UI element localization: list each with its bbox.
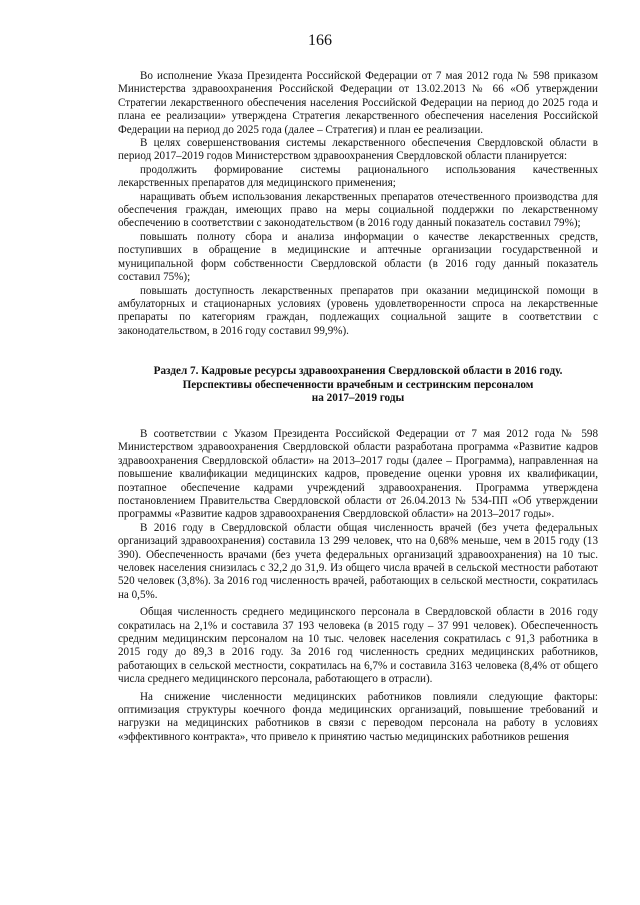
document-body: [118, 70, 598, 744]
section-heading: [118, 365, 598, 406]
list-item: наращивать объем использования лекарственных препаратов отечественного производства для обеспечения граждан, имеющих право на меры социальной поддержки по лекарственному обеспечению в соответствии с законодательством (в 2016 году данный показатель составил 79%);: [118, 190, 598, 230]
list-item: повышать полноту сбора и анализа информации о качестве лекарственных средств, поступивших в обращение в медицинские и аптечные организации государственной и муниципальной форм собственности Свердловской области (в 2016 году данный показатель составил 75%);: [118, 230, 598, 284]
paragraph: В соответствии с Указом Президента Российской Федерации от 7 мая 2012 года № 598 Министерством здравоохранения Свердловской области разработана программа «Развитие кадров здравоохранения Свердловской области» на 2013–2017 годы (далее – Программа), направленная на повышение квалификации медицинских кадров, проведение оценки уровня их квалификации, поэтапное обеспечение кадрами учреждений здравоохранения. Программа утверждена постановлением Правительства Свердловской области от 26.04.2013 № 534-ПП «Об утверждении программы «Развитие кадров здравоохранения Свердловской области» на 2013–2017 годы».: [118, 427, 598, 521]
section-heading-line: Перспективы обеспеченности врачебным и сестринским персоналом: [182, 378, 534, 391]
section-heading-line: на 2017–2019 годы: [311, 392, 405, 405]
paragraph: Общая численность среднего медицинского персонала в Свердловской области в 2016 году сократилась на 2,1% и составила 37 193 человека (в 2015 году – 37 991 человек). Обеспеченность средним медицинским персоналом на 10 тыс. человек населения сократилась с 91,3 работника в 2015 году до 89,3 в 2016 году. За 2016 год численность средних медицинских работников, работающих в сельской местности, сократилась на 6,7% и составила 3163 человека (8,4% от общего числа среднего медицинского персонала, работающего в отрасли).: [118, 606, 598, 686]
list-item: повышать доступность лекарственных препаратов при оказании медицинской помощи в амбулаторных и стационарных условиях (уровень удовлетворенности спроса на лекарственные препараты по категориям граждан, подлежащих социальной защите в соответствии с законодательством, в 2016 году составил 99,9%).: [118, 284, 598, 337]
paragraph: В 2016 году в Свердловской области общая численность врачей (без учета федеральных организаций здравоохранения) составила 13 299 человек, что на 0,68% меньше, чем в 2015 году (13 390). Обеспеченность врачами (без учета федеральных организаций здравоохранения) на 10 тыс. человек населения снизилась с 32,2 до 31,9. Из общего числа врачей в сельской местности работают 520 человек (3,8%). За 2016 год численность врачей, работающих в сельской местности, сократилась на 0,5%.: [118, 521, 598, 601]
paragraph: В целях совершенствования системы лекарственного обеспечения Свердловской области в период 2017–2019 годов Министерством здравоохранения Свердловской области планируется:: [118, 137, 598, 163]
paragraph: На снижение численности медицинских работников повлияли следующие факторы: оптимизация структуры коечного фонда медицинских организаций, повышение требований и нагрузки на медицинских работников в связи с переводом персонала на работу в условиях «эффективного контракта», что привело к принятию частью медицинских работников решения: [118, 690, 598, 743]
section-heading-line: Раздел 7. Кадровые ресурсы здравоохранения Свердловской области в 2016 году.: [153, 365, 563, 378]
page-number: 166: [308, 32, 332, 49]
list-item: продолжить формирование системы рационального использования качественных лекарственных препаратов для медицинского применения;: [118, 163, 598, 190]
paragraph: Во исполнение Указа Президента Российской Федерации от 7 мая 2012 года № 598 приказом Министерства здравоохранения Российской Федерации от 13.02.2013 № 66 «Об утверждении Стратегии лекарственного обеспечения населения Российской Федерации на период до 2025 года и плана ее реализации» утверждена Стратегия лекарственного обеспечения населения Российской Федерации на период до 2025 года (далее – Стратегия) и план ее реализации.: [118, 70, 598, 136]
